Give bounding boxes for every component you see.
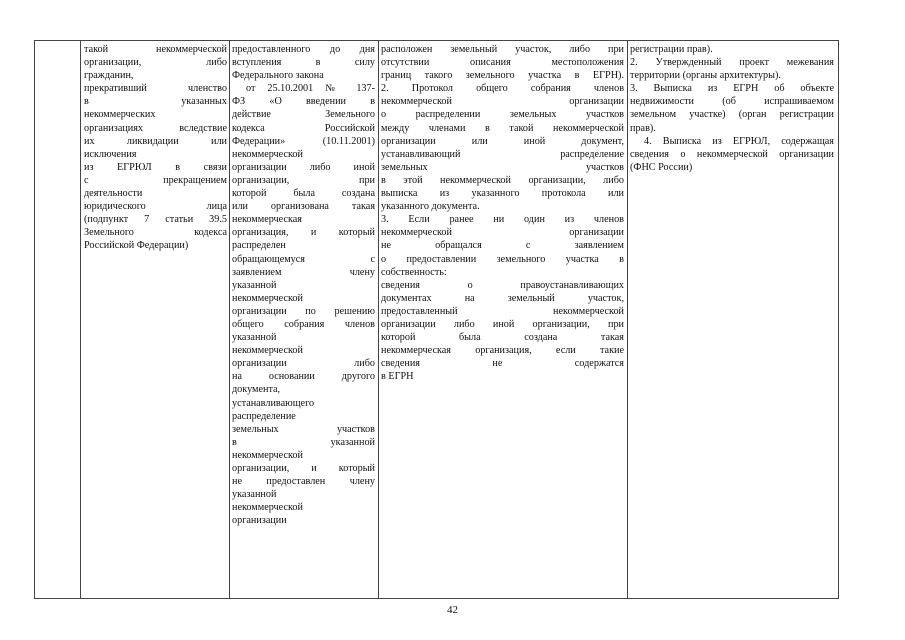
text-line: деятельности — [84, 188, 143, 200]
text-line: Российской Федерации) — [84, 240, 189, 252]
text-line: Земельного кодекса — [84, 227, 227, 239]
text-line: прекративший членство — [84, 83, 227, 95]
text-line: выписка из указанного протокола или — [381, 188, 624, 200]
cell-applicant-category — [84, 43, 227, 253]
text-line: регистрации прав). — [630, 44, 713, 55]
text-line: кодекса Российской — [232, 122, 375, 134]
text-line: собственность: — [381, 266, 447, 278]
text-line: документах на земельный участок, — [381, 292, 624, 304]
text-line: организации либо — [232, 358, 375, 370]
page-number: 42 — [447, 604, 458, 616]
text-line: некоммерческой — [232, 449, 303, 461]
text-line: границ такого земельного участка в ЕГРН). — [381, 70, 624, 82]
text-line: с прекращением — [84, 174, 227, 186]
text-line: прав). — [630, 122, 656, 134]
column-divider — [838, 41, 839, 598]
text-line: земельных участков — [381, 161, 624, 173]
text-line: из ЕГРЮЛ в связи — [84, 161, 227, 173]
text-line: не обращался с заявлением — [381, 240, 624, 252]
text-line: некоммерческой — [232, 148, 303, 160]
cell-land-plot-grounds — [232, 43, 375, 527]
text-line: территории (органы архитектуры). — [630, 70, 781, 82]
cell-documents-by-authority — [630, 43, 834, 174]
text-line: в этой некоммерческой организации, либо — [381, 174, 624, 186]
text-line: организации, и который — [232, 463, 375, 474]
document-table — [34, 40, 839, 599]
text-line: 2. Утвержденный проект межевания — [630, 57, 834, 69]
text-line: такой некоммерческой — [84, 44, 227, 55]
text-line: исключения — [84, 148, 137, 160]
text-line: общего собрания членов — [232, 318, 375, 330]
text-line: организация, и который — [232, 227, 375, 239]
text-line: земельных участков — [232, 423, 375, 435]
text-line: отсутствии описания местоположения — [381, 57, 624, 69]
text-line: некоммерческой — [232, 292, 303, 304]
text-line: 2. Протокол общего собрания членов — [381, 83, 624, 95]
text-line: некоммерческой организации — [381, 227, 624, 239]
column-divider — [34, 41, 35, 598]
text-line: распределение — [232, 410, 296, 422]
text-line: устанавливающий распределение — [381, 148, 624, 160]
text-line: указанной — [232, 489, 277, 501]
column-divider — [229, 41, 230, 598]
text-line: сведения не содержатся — [381, 358, 624, 370]
text-line: 3. Если ранее ни один из членов — [381, 214, 624, 226]
text-line: земельном участке) (орган регистрации — [630, 109, 834, 121]
text-line: между членами в такой некоммерческой — [381, 122, 624, 134]
text-line: (подпункт 7 статьи 39.5 — [84, 214, 227, 226]
text-line: вступления в силу — [232, 57, 375, 69]
column-divider — [80, 41, 81, 598]
text-line: организации либо иной — [232, 161, 375, 173]
text-line: обращающемуся с — [232, 253, 375, 265]
text-line: в указанных — [84, 96, 227, 108]
text-line: или организована такая — [232, 201, 375, 213]
text-line: некоммерческой — [232, 502, 303, 514]
text-line: Федерального закона — [232, 70, 324, 82]
text-line: которой была создана такая — [381, 332, 624, 344]
text-line: недвижимости (об испрашиваемом — [630, 96, 834, 108]
text-line: которой была создана — [232, 188, 375, 200]
text-line: ФЗ «О введении в — [232, 96, 375, 108]
text-line: устанавливающего — [232, 397, 315, 409]
text-line: 3. Выписка из ЕГРН об объекте — [630, 83, 834, 95]
text-line: предоставленный некоммерческой — [381, 305, 624, 317]
text-line: некоммерческой — [232, 345, 303, 357]
column-divider — [378, 41, 379, 598]
text-line: действие Земельного — [232, 109, 375, 121]
text-line: сведения о правоустанавливающих — [381, 279, 624, 291]
text-line: о предоставлении земельного участка в — [381, 253, 624, 265]
text-line: их ликвидации или — [84, 135, 227, 147]
text-line: организации, либо — [84, 57, 227, 69]
text-line: некоммерческих — [84, 109, 156, 121]
text-line: некоммерческая организация, если такие — [381, 345, 624, 357]
text-line: заявлением члену — [232, 266, 375, 278]
text-line: указанного документа. — [381, 201, 480, 213]
text-line: организации по решению — [232, 305, 375, 317]
column-divider — [627, 41, 628, 598]
text-line: документа, — [232, 384, 281, 396]
text-line: не предоставлен члену — [232, 476, 375, 488]
text-line: в ЕГРН — [381, 371, 414, 383]
text-line: расположен земельный участок, либо при — [381, 44, 624, 55]
text-line: указанной — [232, 332, 277, 344]
text-line: некоммерческой организации — [381, 96, 624, 108]
text-line: от 25.10.2001 № 137- — [246, 83, 375, 95]
text-line: в указанной — [232, 436, 375, 448]
text-line: некоммерческая — [232, 214, 302, 226]
text-line: о распределении земельных участков — [381, 109, 624, 121]
text-line: сведения о некоммерческой организации — [630, 148, 834, 160]
text-line: организации либо иной организации, при — [381, 318, 624, 330]
text-line: гражданин, — [84, 70, 134, 82]
text-line: распределен — [232, 240, 286, 252]
text-line: организациях вследствие — [84, 122, 227, 134]
text-line: организации, при — [232, 174, 375, 186]
text-line: указанной — [232, 279, 277, 291]
text-line: (ФНС России) — [630, 161, 693, 173]
text-line: юридического лица — [84, 201, 227, 213]
text-line: организации или иной документ, — [381, 135, 624, 147]
cell-documents-by-applicant — [381, 43, 624, 383]
text-line: предоставленного до дня — [232, 44, 375, 55]
text-line: 4. Выписка из ЕГРЮЛ, содержащая — [644, 135, 834, 147]
text-line: организации — [232, 515, 287, 527]
text-line: на основании другого — [232, 371, 375, 383]
text-line: Федерации» (10.11.2001) — [232, 135, 375, 147]
